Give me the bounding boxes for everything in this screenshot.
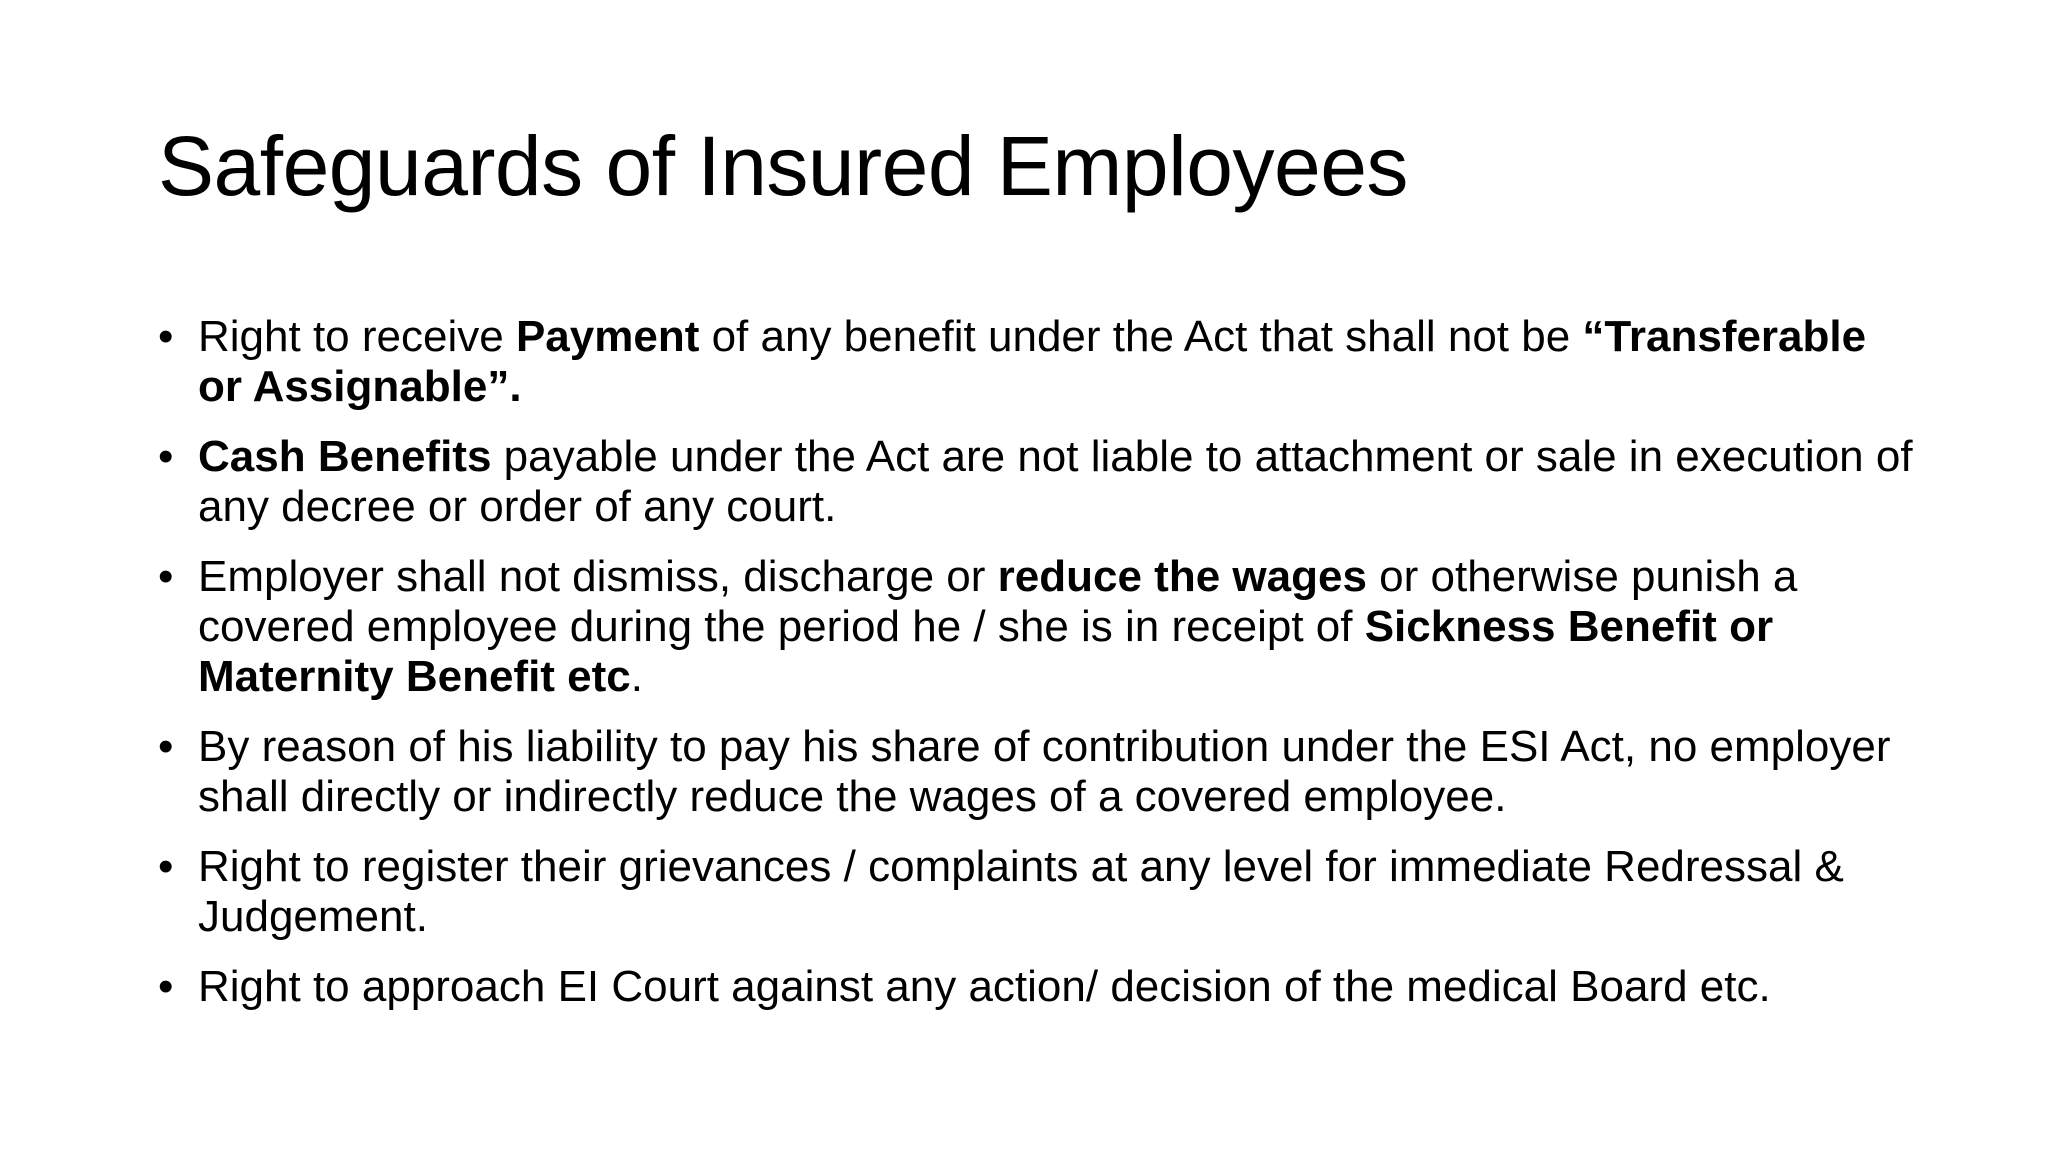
bullet-text-segment: Employer shall not dismiss, discharge or — [198, 552, 998, 601]
bullet-item — [158, 312, 1918, 412]
bullet-text-bold: reduce the wages — [997, 552, 1367, 601]
bullet-text-segment: or otherwise punish a covered employee during the period he / she is in receipt of — [198, 552, 1798, 651]
bullet-item — [158, 722, 1918, 822]
bullet-text-segment: payable under the Act are not liable to attachment or sale in execution of any decree or order of any court. — [198, 432, 1913, 531]
bullet-text-bold: Sickness Benefit or Maternity Benefit etc — [198, 602, 1774, 701]
bullet-item — [158, 432, 1918, 532]
bullet-text-segment: Right to register their grievances / complaints at any level for immediate Redressal & Judgement. — [198, 842, 1844, 941]
bullet-text-segment: of any benefit under the Act that shall not be — [699, 312, 1583, 361]
bullet-list — [158, 312, 1918, 1012]
slide-title: Safeguards of Insured Employees — [158, 119, 1408, 213]
bullet-icon: • — [158, 962, 174, 1011]
bullet-text-segment: Right to receive — [198, 312, 516, 361]
bullet-text-segment: Right to approach EI Court against any action/ decision of the medical Board etc. — [198, 962, 1771, 1011]
bullet-item — [158, 552, 1918, 702]
bullet-text-bold: “Transferable or Assignable”. — [198, 312, 1867, 411]
bullet-text-segment: . — [630, 652, 643, 701]
bullet-icon: • — [158, 312, 174, 361]
bullet-icon: • — [158, 432, 174, 481]
bullet-text-bold: Cash Benefits — [198, 432, 492, 481]
bullet-text-bold: Payment — [515, 312, 700, 361]
bullet-item — [158, 962, 1918, 1012]
bullet-icon: • — [158, 722, 174, 771]
bullet-icon: • — [158, 842, 174, 891]
bullet-text-segment: By reason of his liability to pay his share of contribution under the ESI Act, no employer shall directly or indirectly reduce the wages of a covered employee. — [198, 722, 1891, 821]
bullet-icon: • — [158, 552, 174, 601]
bullet-item — [158, 842, 1918, 942]
slide-body — [158, 312, 1918, 1032]
